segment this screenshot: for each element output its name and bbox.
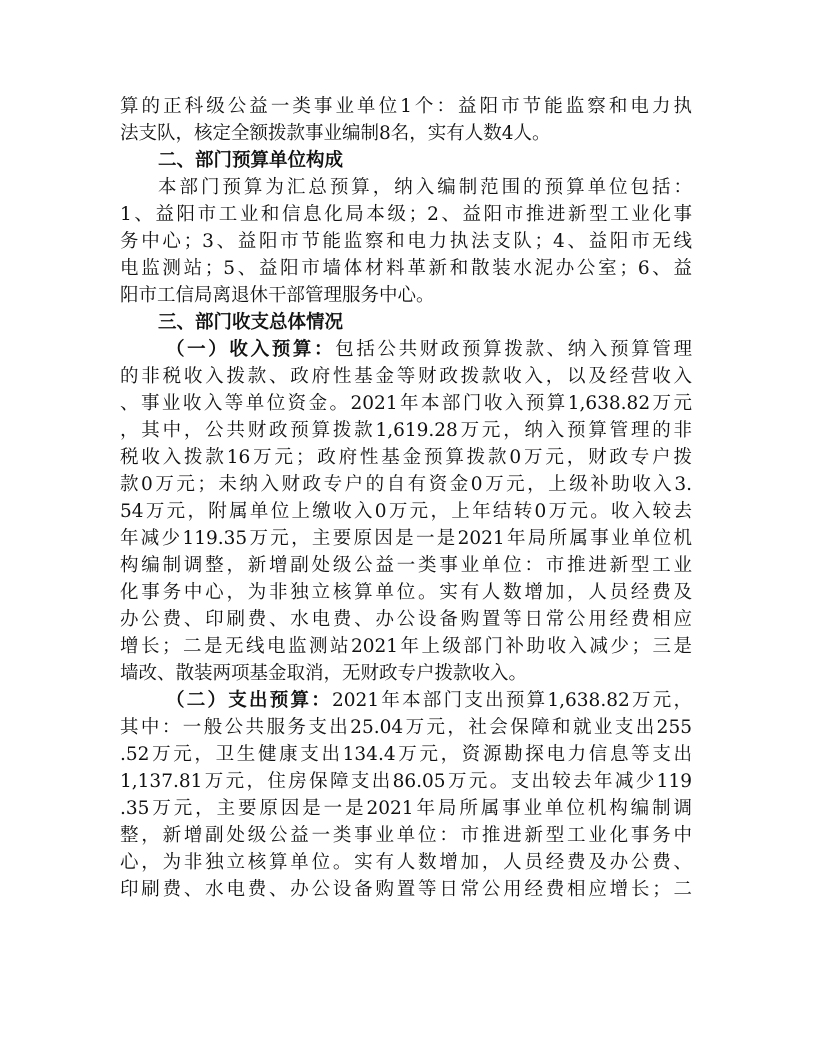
- paragraph-line: 阳市工信局离退休干部管理服务中心。: [120, 285, 435, 306]
- paragraph-line: 年减少119.35万元，主要原因是一是2021年局所属事业单位机: [120, 528, 692, 549]
- paragraph-line: 1、益阳市工业和信息化局本级；2、益阳市推进新型工业化事: [120, 204, 692, 225]
- paragraph-line: 的非税收入拨款、政府性基金等财政拨款收入，以及经营收入: [120, 366, 692, 387]
- paragraph-line: 、事业收入等单位资金。2021年本部门收入预算1,638.82万元: [120, 393, 692, 414]
- paragraph-line: 务中心；3、益阳市节能监察和电力执法支队；4、益阳市无线: [120, 231, 692, 252]
- paragraph-line: [120, 336, 692, 363]
- paragraph-line: [120, 687, 692, 714]
- subsection-label: （二）支出预算：: [166, 690, 333, 711]
- paragraph-line: 化事务中心，为非独立核算单位。实有人数增加，人员经费及: [120, 582, 692, 603]
- paragraph-line: 构编制调整，新增副处级公益一类事业单位：市推进新型工业: [120, 555, 692, 576]
- paragraph-line: 款0万元；未纳入财政专户的自有资金0万元，上级补助收入3.: [120, 474, 692, 495]
- subsection-label: （一）收入预算：: [166, 339, 336, 360]
- paragraph-line: 电监测站；5、益阳市墙体材料革新和散装水泥办公室；6、益: [120, 258, 692, 279]
- paragraph-line: .35万元，主要原因是一是2021年局所属事业单位机构编制调: [120, 798, 692, 819]
- paragraph-line: 印刷费、水电费、办公设备购置等日常公用经费相应增长；二: [120, 879, 692, 900]
- paragraph-line: 办公费、印刷费、水电费、办公设备购置等日常公用经费相应: [120, 609, 692, 630]
- paragraph-line: 墙改、散装两项基金取消，无财政专户拨款收入。: [120, 663, 528, 684]
- section-heading: 二、部门预算单位构成: [158, 150, 344, 171]
- paragraph-line: 算的正科级公益一类事业单位1个：益阳市节能监察和电力执: [120, 96, 692, 117]
- section-heading: 三、部门收支总体情况: [158, 312, 344, 333]
- paragraph-line: ，其中，公共财政预算拨款1,619.28万元，纳入预算管理的非: [120, 420, 692, 441]
- paragraph-text: 包括公共财政预算拨款、纳入预算管理: [335, 339, 692, 360]
- paragraph-line: 54万元，附属单位上缴收入0万元，上年结转0万元。收入较去: [120, 501, 692, 522]
- paragraph-line: 法支队，核定全额拨款事业编制8名，实有人数4人。: [120, 123, 551, 144]
- paragraph-line: 税收入拨款16万元；政府性基金预算拨款0万元，财政专户拨: [120, 447, 692, 468]
- paragraph-line: 增长；二是无线电监测站2021年上级部门补助收入减少；三是: [120, 636, 692, 657]
- paragraph-line: 心，为非独立核算单位。实有人数增加，人员经费及办公费、: [120, 852, 692, 873]
- paragraph-line: 其中：一般公共服务支出25.04万元，社会保障和就业支出255: [120, 717, 692, 738]
- paragraph-line: 整，新增副处级公益一类事业单位：市推进新型工业化事务中: [120, 825, 692, 846]
- paragraph-line: 1,137.81万元，住房保障支出86.05万元。支出较去年减少119: [120, 771, 692, 792]
- paragraph-line: 本部门预算为汇总预算，纳入编制范围的预算单位包括：: [158, 177, 692, 198]
- paragraph-line: .52万元，卫生健康支出134.4万元，资源勘探电力信息等支出: [120, 744, 692, 765]
- document-body: [120, 93, 692, 903]
- paragraph-text: 2021年本部门支出预算1,638.82万元，: [332, 690, 692, 711]
